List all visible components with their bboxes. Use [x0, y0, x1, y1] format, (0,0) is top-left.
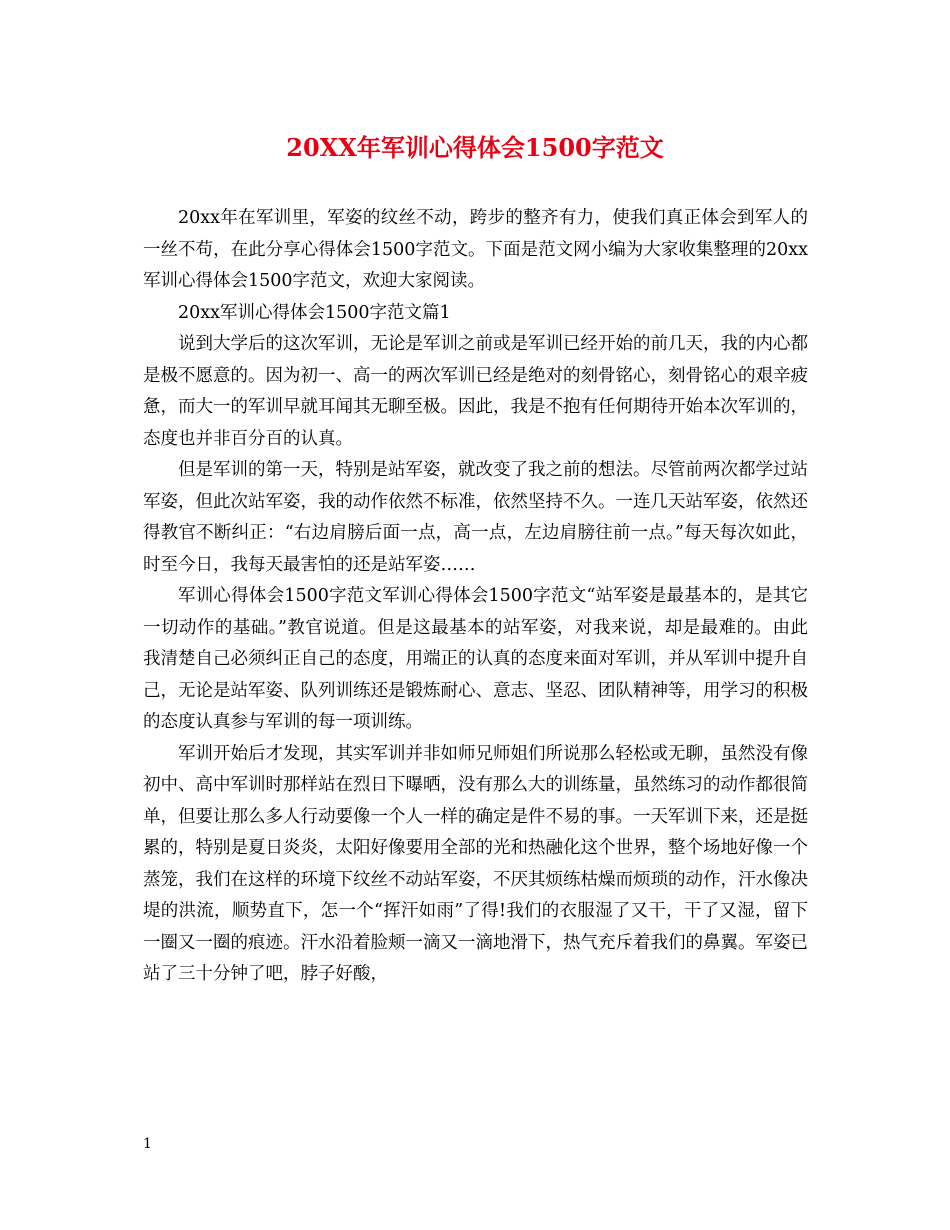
paragraph-section-heading: 20xx军训心得体会1500字范文篇1: [178, 302, 451, 323]
document-title: 20XX年军训心得体会1500字范文: [286, 133, 664, 162]
paragraph-intro: 20xx年在军训里，军姿的纹丝不动，跨步的整齐有力，使我们真正体会到军人的一丝不苟，在此分享心得体会1500字范文。下面是范文网小编为大家收集整理的20xx军训心得体会1500字范文，欢迎大家阅读。: [143, 208, 808, 291]
paragraph-body-4: 军训开始后才发现，其实军训并非如师兄师姐们所说那么轻松或无聊，虽然没有像初中、高中军训时那样站在烈日下曝晒，没有那么大的训练量，虽然练习的动作都很简单，但要让那么多人行动要像一个人一样的确定是件不易的事。一天军训下来，还是挺累的，特别是夏日炎炎，太阳好像要用全部的光和热融化这个世界，整个场地好像一个蒸笼，我们在这样的环境下纹丝不动站军姿，不厌其烦练枯燥而烦琐的动作，汗水像决堤的洪流，顺势直下，怎一个“挥汗如雨”了得!我们的衣服湿了又干，干了又湿，留下一圈又一圈的痕迹。汗水沿着脸颊一滴又一滴地滑下，热气充斥着我们的鼻翼。军姿已站了三十分钟了吧，脖子好酸，: [143, 743, 808, 984]
paragraph-body-1: 说到大学后的这次军训，无论是军训之前或是军训已经开始的前几天，我的内心都是极不愿意的。因为初一、高一的两次军训已经是绝对的刻骨铭心，刻骨铭心的艰辛疲惫，而大一的军训早就耳闻其无聊至极。因此，我是不抱有任何期待开始本次军训的，态度也并非百分百的认真。: [143, 334, 808, 449]
paragraph-body-2: 但是军训的第一天，特别是站军姿，就改变了我之前的想法。尽管前两次都学过站军姿，但此次站军姿，我的动作依然不标准，依然坚持不久。一连几天站军姿，依然还得教官不断纠正：“右边肩膀后面一点，高一点，左边肩膀往前一点。”每天每次如此，时至今日，我每天最害怕的还是站军姿……: [143, 460, 808, 575]
paragraph-body-3: 军训心得体会1500字范文军训心得体会1500字范文“站军姿是最基本的，是其它一切动作的基础。”教官说道。但是这最基本的站军姿，对我来说，却是最难的。由此我清楚自己必须纠正自己的态度，用端正的认真的态度来面对军训，并从军训中提升自己，无论是站军姿、队列训练还是锻炼耐心、意志、坚忍、团队精神等，用学习的积极的态度认真参与军训的每一项训练。: [143, 586, 808, 732]
document-body: [143, 203, 808, 991]
page-number: 1: [143, 1136, 152, 1152]
